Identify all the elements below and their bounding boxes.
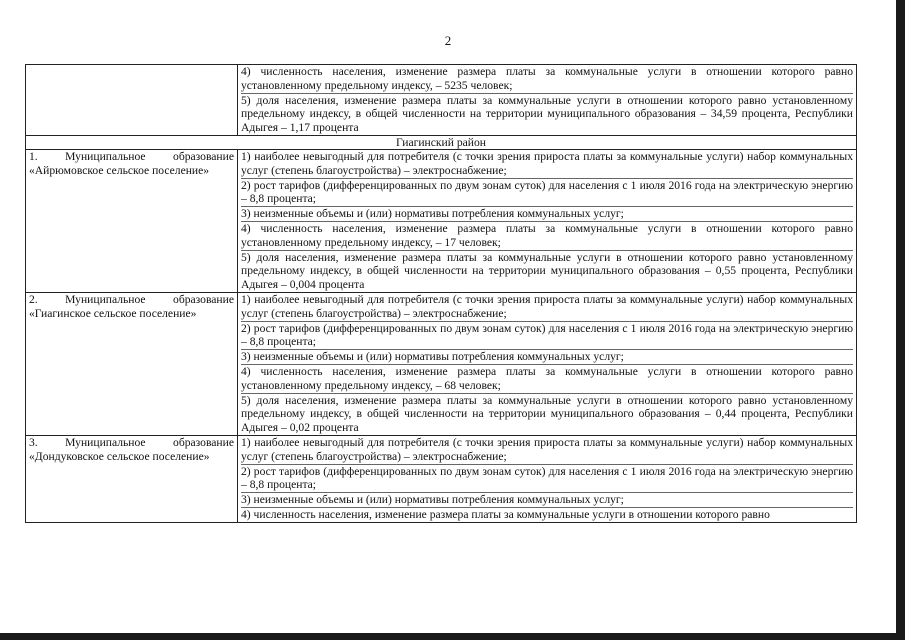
criteria-item: 3) неизменные объемы и (или) нормативы потребления коммунальных услуг; [241,493,853,508]
empty-cell [26,65,238,136]
municipality-cell [26,292,238,435]
document-table [25,64,857,523]
criteria-item: 4) численность населения, изменение размера платы за коммунальные услуги в отношении которого равно установленному предельному индексу, – 68 человек; [241,364,853,392]
municipality-cell [26,149,238,292]
criteria-item: 5) доля населения, изменение размера платы за коммунальные услуги в отношении которого равно установленному предельному индексу, в общей численности на территории муниципального образования – 34,59 процента, Республики Адыгея – 1,17 процента [241,93,853,135]
table-row [26,435,857,522]
criteria-item: 5) доля населения, изменение размера платы за коммунальные услуги в отношении которого равно установленному предельному индексу, в общей численности на территории муниципального образования – 0,55 процента, Республики Адыгея – 0,004 процента [241,250,853,292]
criteria-item: 4) численность населения, изменение размера платы за коммунальные услуги в отношении которого равно [241,507,770,521]
table-row [26,65,857,136]
municipality-cell [26,435,238,522]
criteria-item: 2) рост тарифов (дифференцированных по двум зонам суток) для населения с 1 июля 2016 года на электрическую энергию – 8,8 процента; [241,464,853,492]
criteria-item: 2) рост тарифов (дифференцированных по двум зонам суток) для населения с 1 июля 2016 года на электрическую энергию – 8,8 процента; [241,321,853,349]
criteria-item: 5) доля населения, изменение размера платы за коммунальные услуги в отношении которого равно установленному предельному индексу, в общей численности на территории муниципального образования – 0,44 процента, Республики Адыгея – 0,02 процента [241,393,853,435]
criteria-item: 2) рост тарифов (дифференцированных по двум зонам суток) для населения с 1 июля 2016 года на электрическую энергию – 8,8 процента; [241,178,853,206]
criteria-cell [238,292,857,435]
page-number: 2 [444,33,452,48]
municipality-name: 3. Муниципальное образование «Дондуковское сельское поселение» [29,435,234,463]
criteria-item: 1) наиболее невыгодный для потребителя (с точки зрения прироста платы за коммунальные услуги) набор коммунальных услуг (степень благоустройства) – электроснабжение; [241,149,853,177]
criteria-item: 3) неизменные объемы и (или) нормативы потребления коммунальных услуг; [241,207,853,222]
region-row [26,135,857,149]
criteria-item: 1) наиболее невыгодный для потребителя (с точки зрения прироста платы за коммунальные услуги) набор коммунальных услуг (степень благоустройства) – электроснабжение; [241,292,853,320]
criteria-cell [238,149,857,292]
table-row [26,149,857,292]
criteria-cell [238,435,857,522]
criteria-cell [238,65,857,136]
region-heading: Гиагинский район [26,135,857,149]
municipality-name: 2. Муниципальное образование «Гиагинское сельское поселение» [29,292,234,320]
municipality-name: 1. Муниципальное образование «Айрюмовское сельское поселение» [29,149,234,177]
criteria-item: 4) численность населения, изменение размера платы за коммунальные услуги в отношении которого равно установленному предельному индексу, – 5235 человек; [241,65,853,92]
criteria-item: 4) численность населения, изменение размера платы за коммунальные услуги в отношении которого равно установленному предельному индексу, – 17 человек; [241,221,853,249]
table-row [26,292,857,435]
scan-edge-right [896,0,905,640]
scan-edge-bottom [0,633,905,640]
criteria-item: 3) неизменные объемы и (или) нормативы потребления коммунальных услуг; [241,350,853,365]
criteria-item: 1) наиболее невыгодный для потребителя (с точки зрения прироста платы за коммунальные услуги) набор коммунальных услуг (степень благоустройства) – электроснабжение; [241,435,853,463]
